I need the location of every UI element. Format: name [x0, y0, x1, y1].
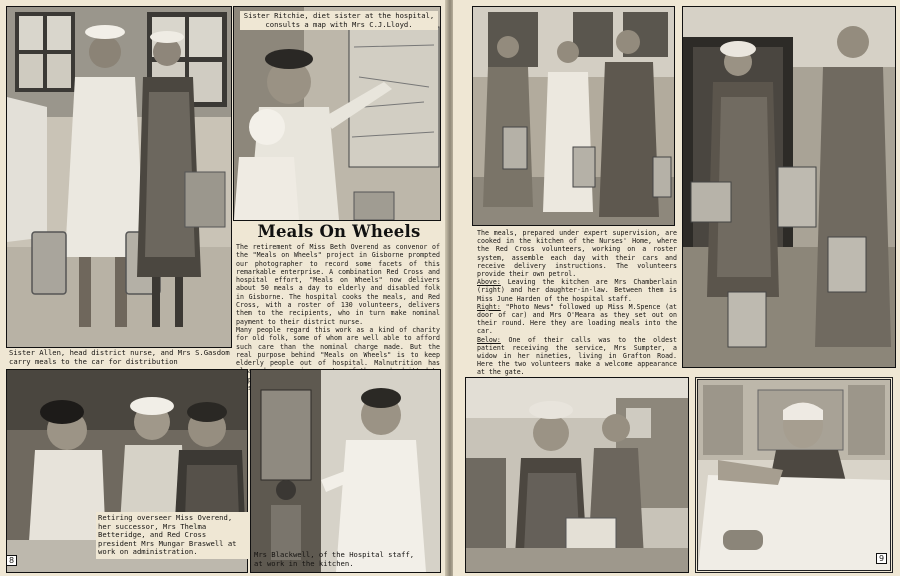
caption-below: One of their calls was to the oldest patient receiving the service, Mrs Sumpter, a widow in her nineties, living in Grafton Road. Here the two volunteers make a welcome appearance at the gate.	[477, 335, 677, 377]
caption-retiring-overseer: Retiring overseer Miss Overend, her successor, Mrs Thelma Betteridge, and Red Cross president Mrs Mungar Braswell at work on administration.	[96, 512, 248, 559]
caption-sister-allen: Sister Allen, head district nurse, and Mrs S.Gasdom carry meals to the car for distribution	[9, 348, 230, 366]
right-page	[453, 0, 900, 576]
page-number-right: 9	[876, 553, 887, 564]
right-page-caption	[477, 229, 677, 401]
caption-above: Leaving the kitchen are Mrs Chamberlain (right) and her daughter-in-law. Between them is Miss June Harden of the hospital staff.	[477, 278, 677, 303]
caption-mrs-blackwell: Mrs Blackwell, of the Hospital staff, at work in the kitchen.	[254, 550, 415, 568]
left-page	[0, 0, 447, 576]
article-paragraph: The retirement of Miss Beth Overend as convenor of the "Meals on Wheels" project in Gisborne prompted our photographer to record some facets of this remarkable enterprise. A combination Red Cross and hospital effort, "Meals on Wheels" now delivers about 50 meals a day to elderly and disabled folk in Gisborne. The hospital cooks the meals, and Red Cross, with a roster of 130 volunteers, delivers them to the recipients, who in turn make nominal payment to their district nurse.	[236, 243, 440, 326]
photo-nurses-carrying-meals	[6, 6, 232, 348]
headline: Meals On Wheels	[257, 222, 421, 241]
photo-patient-in-bed	[695, 377, 893, 573]
caption-label-above: Above:	[477, 278, 501, 287]
article-paragraph: Many people regard this work as a kind of charity for old folk, some of whom are well able to afford such care than the nominal charge made. But the real purpose behind "Meals on Wheels" is to keep elderly people out of hospital. Malnutrition has always	[236, 325, 440, 376]
caption-intro: The meals, prepared under expert supervision, are cooked in the kitchen of the Nurses' Home, where the Red Cross volunteers, working on a roster system, assemble each day with their cars and receive delivery instructions. The volunteers provide their own petrol.	[477, 229, 677, 279]
photo-sister-consults-map	[233, 6, 441, 221]
photo-kitchen-worker	[250, 369, 441, 573]
photo-loading-car	[682, 6, 896, 368]
caption-label-right: Right:	[477, 302, 501, 311]
page-number-left: 8	[6, 555, 17, 566]
caption-label-below: Below:	[477, 335, 501, 344]
photo-women-leaving-kitchen	[472, 6, 675, 226]
caption-sister-ritchie: Sister Ritchie, diet sister at the hospital, consults a map with Mrs C.J.Lloyd.	[240, 11, 438, 30]
photo-welcome-at-gate	[465, 377, 689, 573]
caption-right: "Photo News" followed up Miss M.Spence (at door of car) and Mrs O'Meara as they set out on their round. Here they are loading meals into the car.	[477, 302, 677, 336]
